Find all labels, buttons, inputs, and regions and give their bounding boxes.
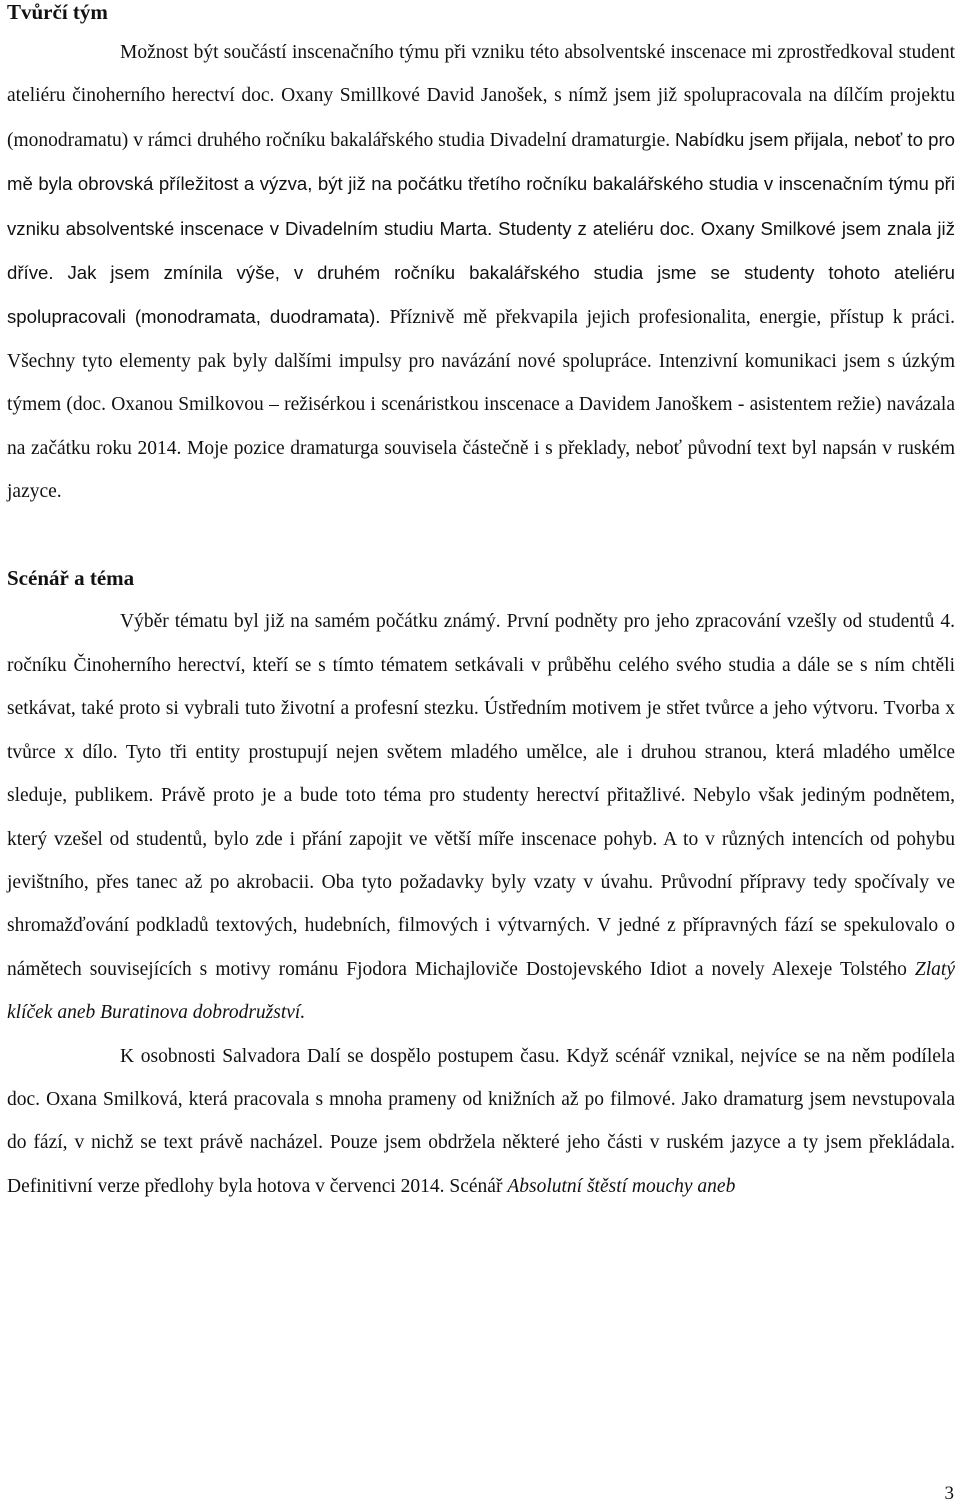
page-number: 3 [944, 1483, 954, 1504]
paragraph-creative-team [7, 31, 955, 513]
section-heading-script-and-theme: Scénář a téma [7, 566, 135, 591]
paragraph-script-theme [7, 600, 955, 1034]
text-run: Nabídku jsem přijala, neboť to pro mě byla obrovská příležitost a výzva, být již na počátku třetího ročníku bakalářského studia v inscenačním týmu při vzniku absolventské inscenace v Divadelním studiu Marta. Studenty z ateliéru doc. Oxany Smilkové jsem znala již dříve. [7, 128, 955, 284]
document-body [7, 0, 955, 1208]
text-run: Jak jsem zmínila výše, v druhém ročníku bakalářského studia jsme se studenty tohoto ateliéru spolupracovali (monodramata, duodramata). [7, 262, 955, 328]
text-run: Všechny tyto elementy pak byly dalšími impulsy pro navázání nové spolupráce. [7, 350, 659, 372]
text-run: Výběr tématu byl již na samém počátku známý. První podněty pro jeho zpracování vzešly od studentů 4. ročníku Činoherního herectví, kteří se s tímto tématem setkávali v průběhu celého svého studia a dále se s ním chtěli setkávat, také proto si vybrali tuto životní a profesní stezku. Ústředním motivem je střet tvůrce a jeho výtvoru. Tvorba x tvůrce x dílo. Tyto tři entity prostupují nejen světem mladého umělce, ale i druhou stranou, která mladého umělce sleduje, publikem. Právě proto je a bude toto téma pro studenty herectví přitažlivé. Nebylo však jediným podnětem, který vzešel od studentů, bylo zde i přání zapojit ve větší míře inscenace pohyb. A to v různých intencích od pohybu jevištního, přes tanec až po akrobacii. Oba tyto požadavky byly vzaty v úvahu. Průvodní přípravy tedy spočívaly ve shromažďování podkladů textových, hudebních, filmových i výtvarných. V jedné z přípravných fází se spekulovalo o námětech souvisejících s motivy románu Fjodora Michajloviče Dostojevského Idiot a novely Alexeje Tolstého [7, 611, 955, 980]
text-run: Příznivě mě překvapila jejich profesionalita, energie, přístup k práci. [389, 307, 955, 329]
italic-title: Absolutní štěstí mouchy aneb [507, 1175, 736, 1197]
italic-title: Zlatý klíček aneb Buratinova dobrodružství. [7, 958, 955, 1024]
text-run: Intenzivní komunikaci jsem s úzkým týmem (doc. Oxanou Smilkovou – režisérkou i scenáristkou inscenace a Davidem Janoškem - asistentem režie) navázala na začátku roku 2014. Moje pozice dramaturga souvisela částečně i s překlady, neboť původní text byl napsán v ruském jazyce. [7, 350, 955, 503]
text-run: K osobnosti Salvadora Dalí se dospělo postupem času. Když scénář vznikal, nejvíce se na něm podílela doc. Oxana Smilková, která pracovala s mnoha prameny od knižních až po filmové. Jako dramaturg jsem nevstupovala do fází, v nichž se text právě nacházel. Pouze jsem obdržela některé jeho části v ruském jazyce a ty jsem překládala. Definitivní verze předlohy byla hotova v červenci 2014. Scénář [7, 1045, 955, 1197]
section-heading-creative-team: Tvůrčí tým [7, 0, 108, 24]
paragraph-dali [7, 1035, 955, 1209]
text-run: Možnost být součástí inscenačního týmu při vzniku této absolventské inscenace mi zprostředkoval student ateliéru činoherního herectví doc. Oxany Smillkové David Janošek, s nímž jsem již spolupracovala na dílčím projektu (monodramatu) v rámci druhého ročníku bakalářského studia Divadelní dramaturgie. [7, 42, 955, 151]
